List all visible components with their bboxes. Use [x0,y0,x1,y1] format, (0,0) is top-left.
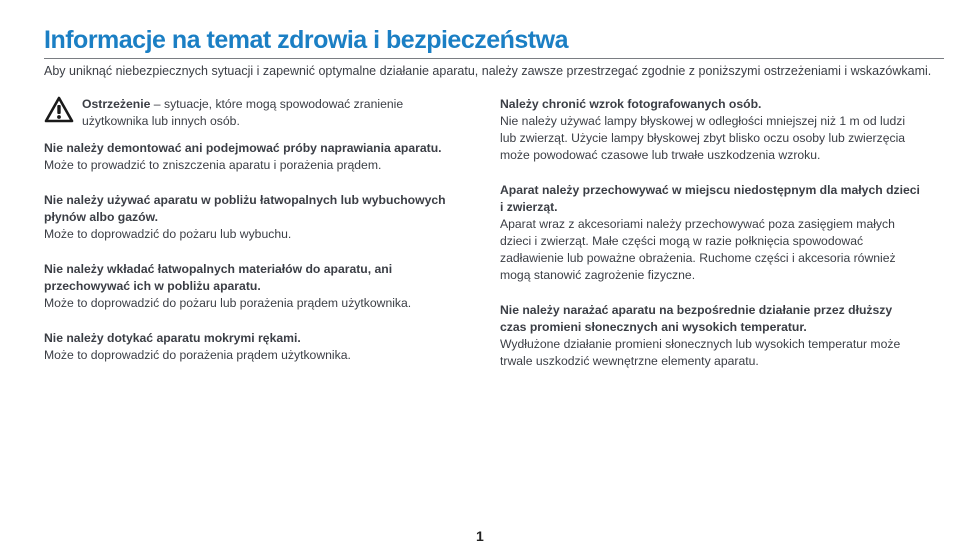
right-item-2 [500,182,920,284]
left-item-4 [44,330,464,364]
title-divider [44,58,944,59]
warning-triangle-icon [44,96,80,128]
page-number: 1 [476,528,484,544]
item-body: Wydłużone działanie promieni słonecznych lub wysokich temperatur może trwale uszkodzić wewnętrzne elementy aparatu. [500,337,901,368]
item-body: Nie należy używać lampy błyskowej w odległości mniejszej niż 1 m od ludzi lub zwierząt. Użycie lampy błyskowej zbyt blisko oczu osoby lub zwierzęcia może powodować czasowe lub trwałe uszkodzenia wzroku. [500,114,906,162]
warning-label: Ostrzeżenie [82,97,151,111]
right-column [500,96,920,388]
right-item-1 [500,96,920,164]
item-body: Aparat wraz z akcesoriami należy przechowywać poza zasięgiem małych dzieci i zwierząt. Małe części mogą w razie połknięcia spowodować zadławienie lub poważne obrażenia. Ruchome części i akcesoria również mogą stanowić zagrożenie fizyczne. [500,217,896,282]
page-subtitle: Aby uniknąć niebezpiecznych sytuacji i zapewnić optymalne działanie aparatu, należy zawsze przestrzegać zgodnie z poniższymi ostrzeżeniami i wskazówkami. [44,64,932,78]
left-item-1 [44,140,464,174]
item-heading: Nie należy narażać aparatu na bezpośrednie działanie przez dłuższy czas promieni słonecznych ani wysokich temperatur. [500,303,893,334]
item-heading: Nie należy demontować ani podejmować próby naprawiania aparatu. [44,141,442,155]
item-heading: Należy chronić wzrok fotografowanych osób. [500,97,762,111]
warning-text: – sytuacje, które mogą spowodować zranienie użytkownika lub innych osób. [82,97,404,128]
warning-legend [44,96,464,130]
item-body: Może to doprowadzić do pożaru lub wybuchu. [44,227,292,241]
item-heading: Nie należy wkładać łatwopalnych materiałów do aparatu, ani przechowywać ich w pobliżu aparatu. [44,262,393,293]
page-title: Informacje na temat zdrowia i bezpieczeństwa [44,26,568,54]
left-column [44,96,464,382]
item-body: Może to doprowadzić do pożaru lub porażenia prądem użytkownika. [44,296,412,310]
warning-description [82,96,464,130]
left-item-3 [44,261,464,312]
right-item-3 [500,302,920,370]
item-body: Może to doprowadzić do porażenia prądem użytkownika. [44,348,351,362]
item-heading: Aparat należy przechowywać w miejscu niedostępnym dla małych dzieci i zwierząt. [500,183,920,214]
item-heading: Nie należy używać aparatu w pobliżu łatwopalnych lub wybuchowych płynów albo gazów. [44,193,446,224]
item-body: Może to prowadzić to zniszczenia aparatu i porażenia prądem. [44,158,382,172]
item-heading: Nie należy dotykać aparatu mokrymi rękami. [44,331,301,345]
left-item-2 [44,192,464,243]
